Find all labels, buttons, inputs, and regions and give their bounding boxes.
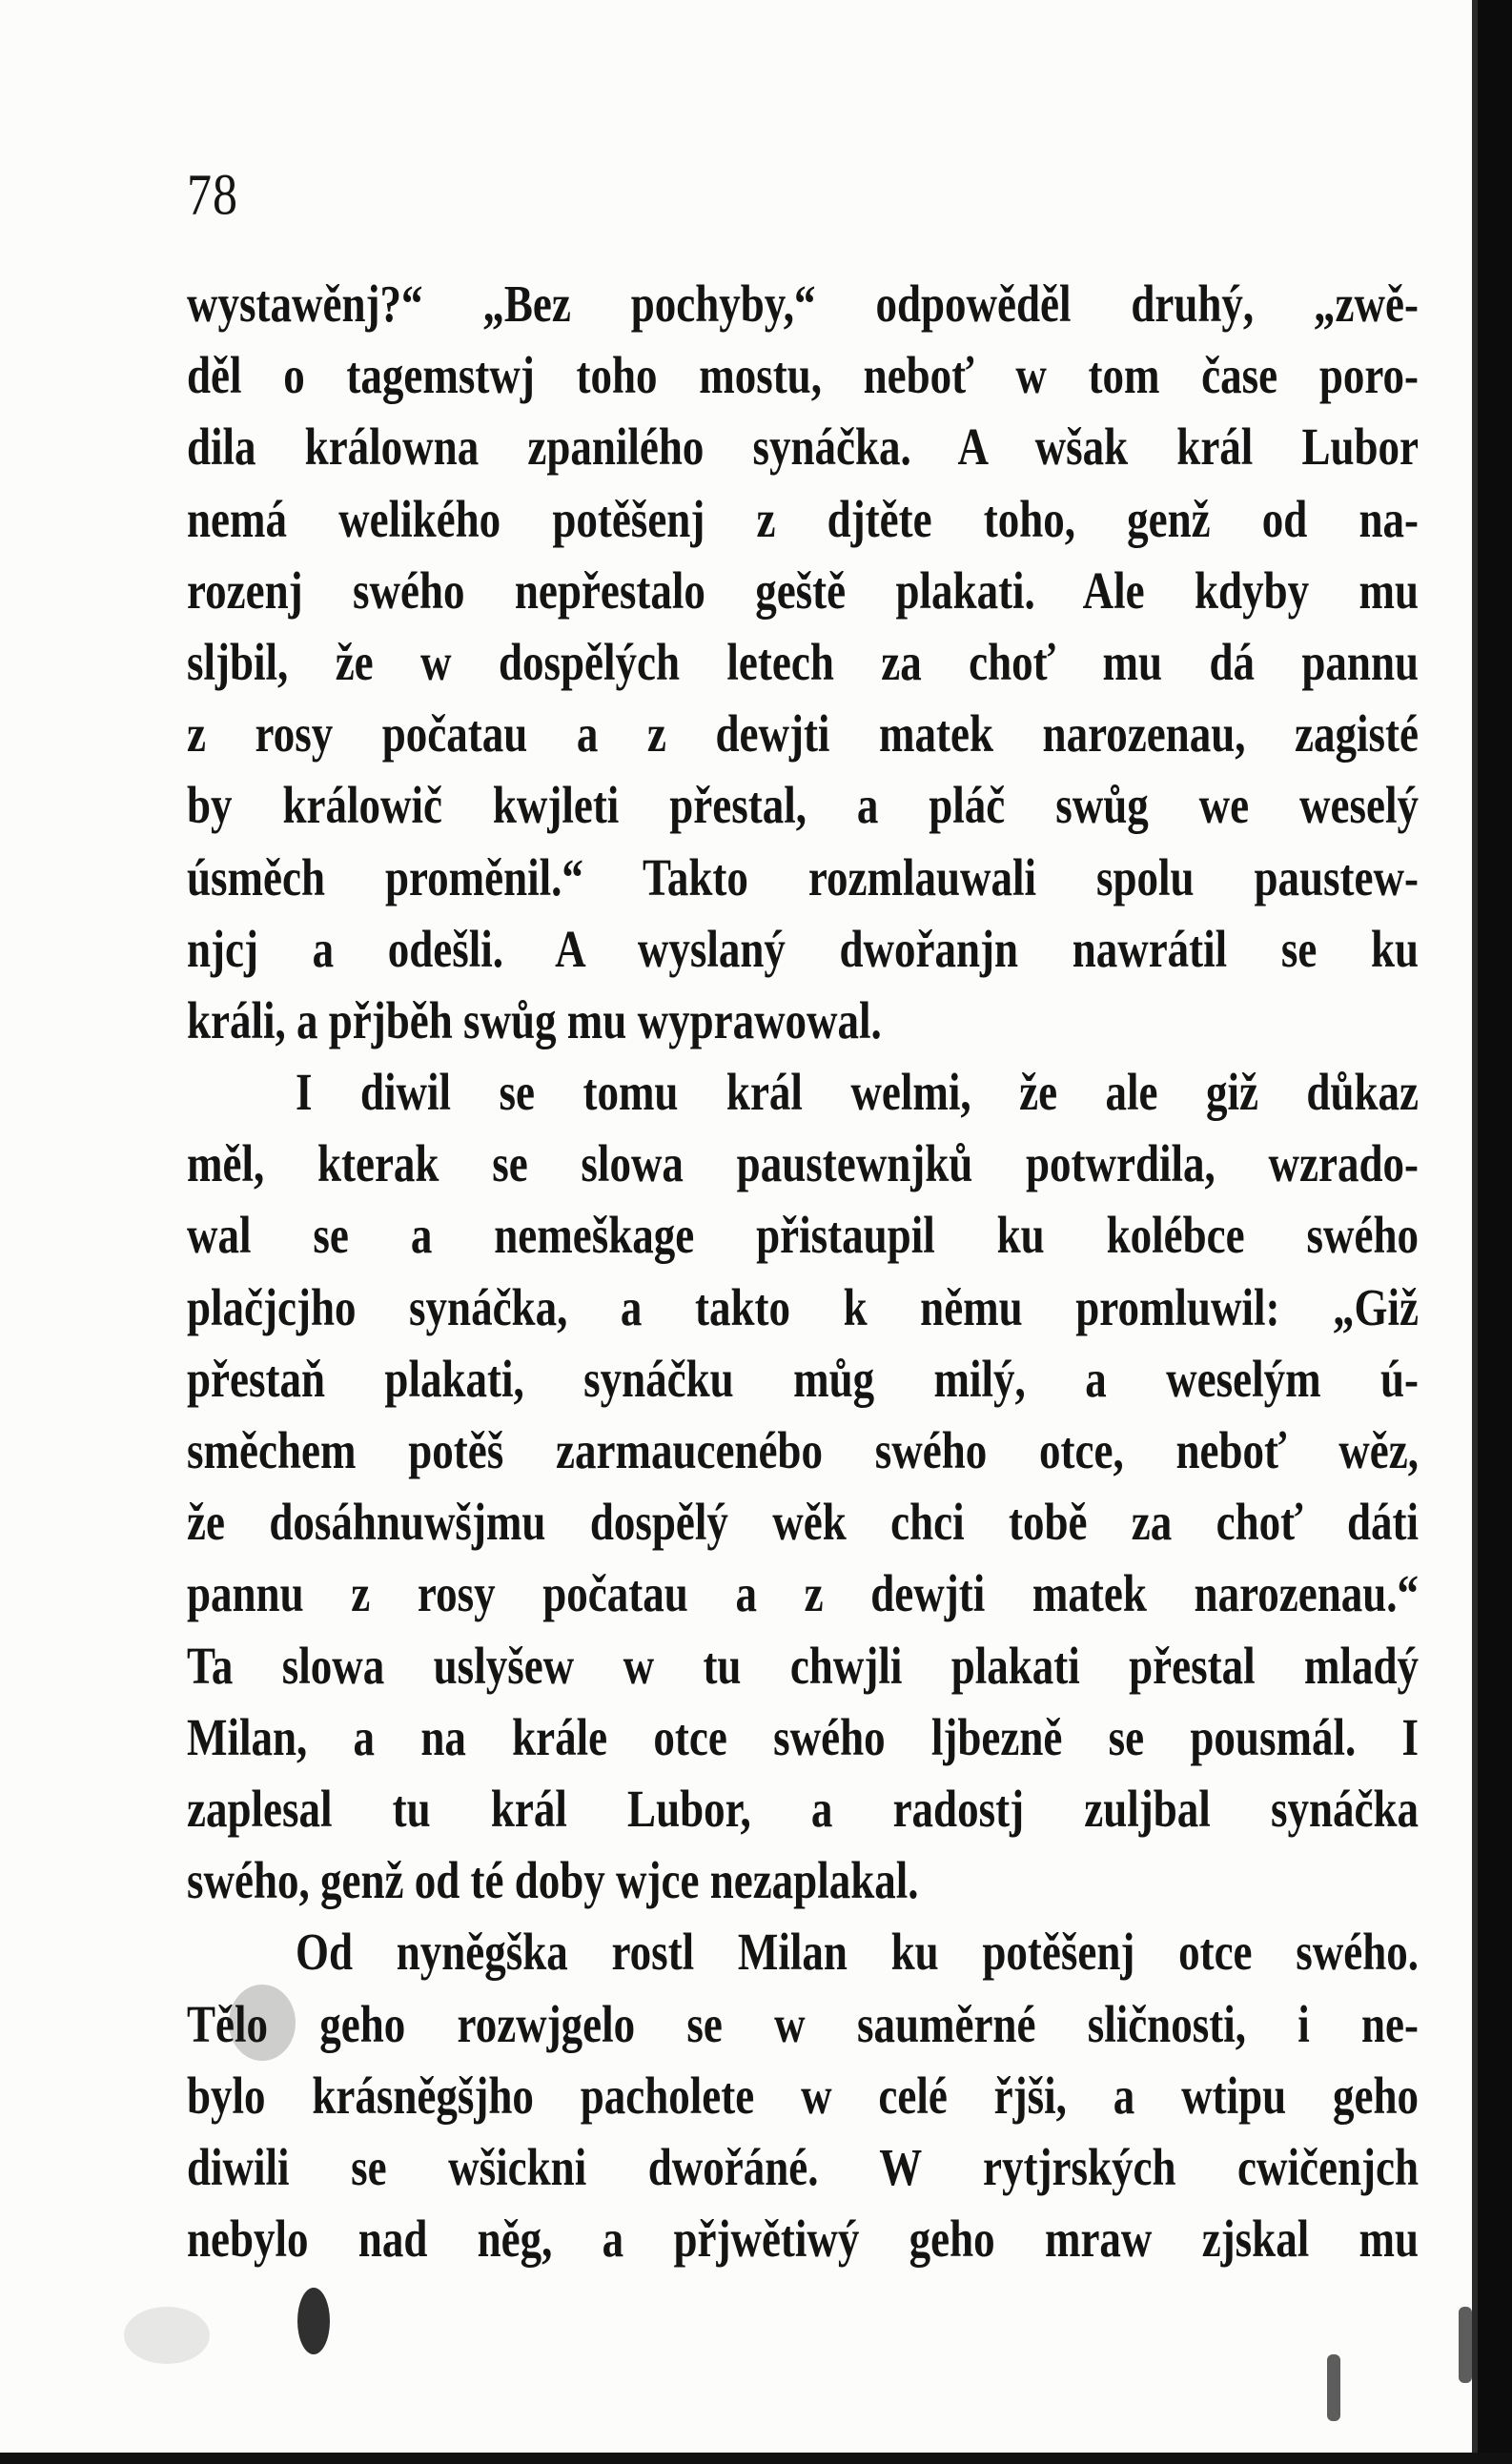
text-line: pannu z rosy počatau a z dewjti matek narozenau.“ <box>187 1564 1419 1623</box>
text-line: směchem potěš zarmaucenébo swého otce, neboť wěz, <box>187 1421 1419 1480</box>
text-line: Milan, a na krále otce swého ljbezně se pousmál. I <box>187 1708 1419 1767</box>
text-line: z rosy počatau a z dewjti matek narozenau, zagisté <box>187 704 1419 764</box>
body-text <box>187 269 1419 2275</box>
text-line: sljbil, že w dospělých letech za choť mu dá pannu <box>187 633 1419 692</box>
ink-spot <box>1459 2307 1472 2383</box>
text-line: děl o tagemstwj toho mostu, neboť w tom čase poro- <box>187 346 1419 405</box>
text-line: I diwil se tomu král welmi, že ale giž důkaz <box>296 1063 1419 1122</box>
text-line: bylo krásněgšjho pacholete w celé řjši, a wtipu geho <box>187 2067 1419 2126</box>
text-line: njcj a odešli. A wyslaný dwořanjn nawrátil se ku <box>187 920 1419 979</box>
ink-spot <box>1327 2354 1340 2421</box>
text-line: nemá welikého potěšenj z djtěte toho, genž od na- <box>187 489 1419 548</box>
text-line: přestaň plakati, synáčku můg milý, a weselým ú- <box>187 1350 1419 1409</box>
text-line: Ta slowa uslyšew w tu chwjli plakati přestal mladý <box>187 1636 1419 1695</box>
page-bottom-border <box>0 2453 1512 2464</box>
text-line: rozenj swého nepřestalo geště plakati. Ale kdyby mu <box>187 561 1419 621</box>
text-line: Tělo geho rozwjgelo se w sauměrné sličnosti, i ne- <box>187 1994 1419 2053</box>
text-line: by králowič kwjleti přestal, a pláč swůg we weselý <box>187 776 1419 835</box>
ink-spot <box>297 2288 330 2354</box>
text-line: dila králowna zpanilého synáčka. A wšak král Lubor <box>187 417 1419 477</box>
text-line: nebylo nad něg, a přjwětiwý geho mraw zjskal mu <box>187 2209 1419 2269</box>
text-line: wystawěnj?“ „Bez pochyby,“ odpowěděl druhý, „zwě- <box>187 275 1419 334</box>
text-line: králi, a přjběh swůg mu wyprawowal. <box>187 991 882 1050</box>
text-line: zaplesal tu král Lubor, a radostj zuljbal synáčka <box>187 1780 1419 1839</box>
page-number: 78 <box>187 163 238 228</box>
text-line: Od nyněgška rostl Milan ku potěšenj otce swého. <box>296 1923 1419 1982</box>
text-line: diwili se wšickni dwořáné. W rytjrských cwičenjch <box>187 2138 1419 2197</box>
text-line: úsměch proměnil.“ Takto rozmlauwali spolu paustew- <box>187 847 1419 906</box>
text-line: že dosáhnuwšjmu dospělý wěk chci tobě za choť dáti <box>187 1493 1419 1552</box>
text-line: swého, genž od té doby wjce nezaplakal. <box>187 1851 919 1910</box>
text-line: měl, kterak se slowa paustewnjků potwrdila, wzrado- <box>187 1134 1419 1193</box>
text-line: wal se a nemeškage přistaupil ku kolébce swého <box>187 1206 1419 1265</box>
ink-spot <box>124 2307 210 2364</box>
page-edge-border <box>1478 0 1512 2464</box>
text-line: plačjcjho synáčka, a takto k němu promluwil: „Giž <box>187 1277 1419 1336</box>
